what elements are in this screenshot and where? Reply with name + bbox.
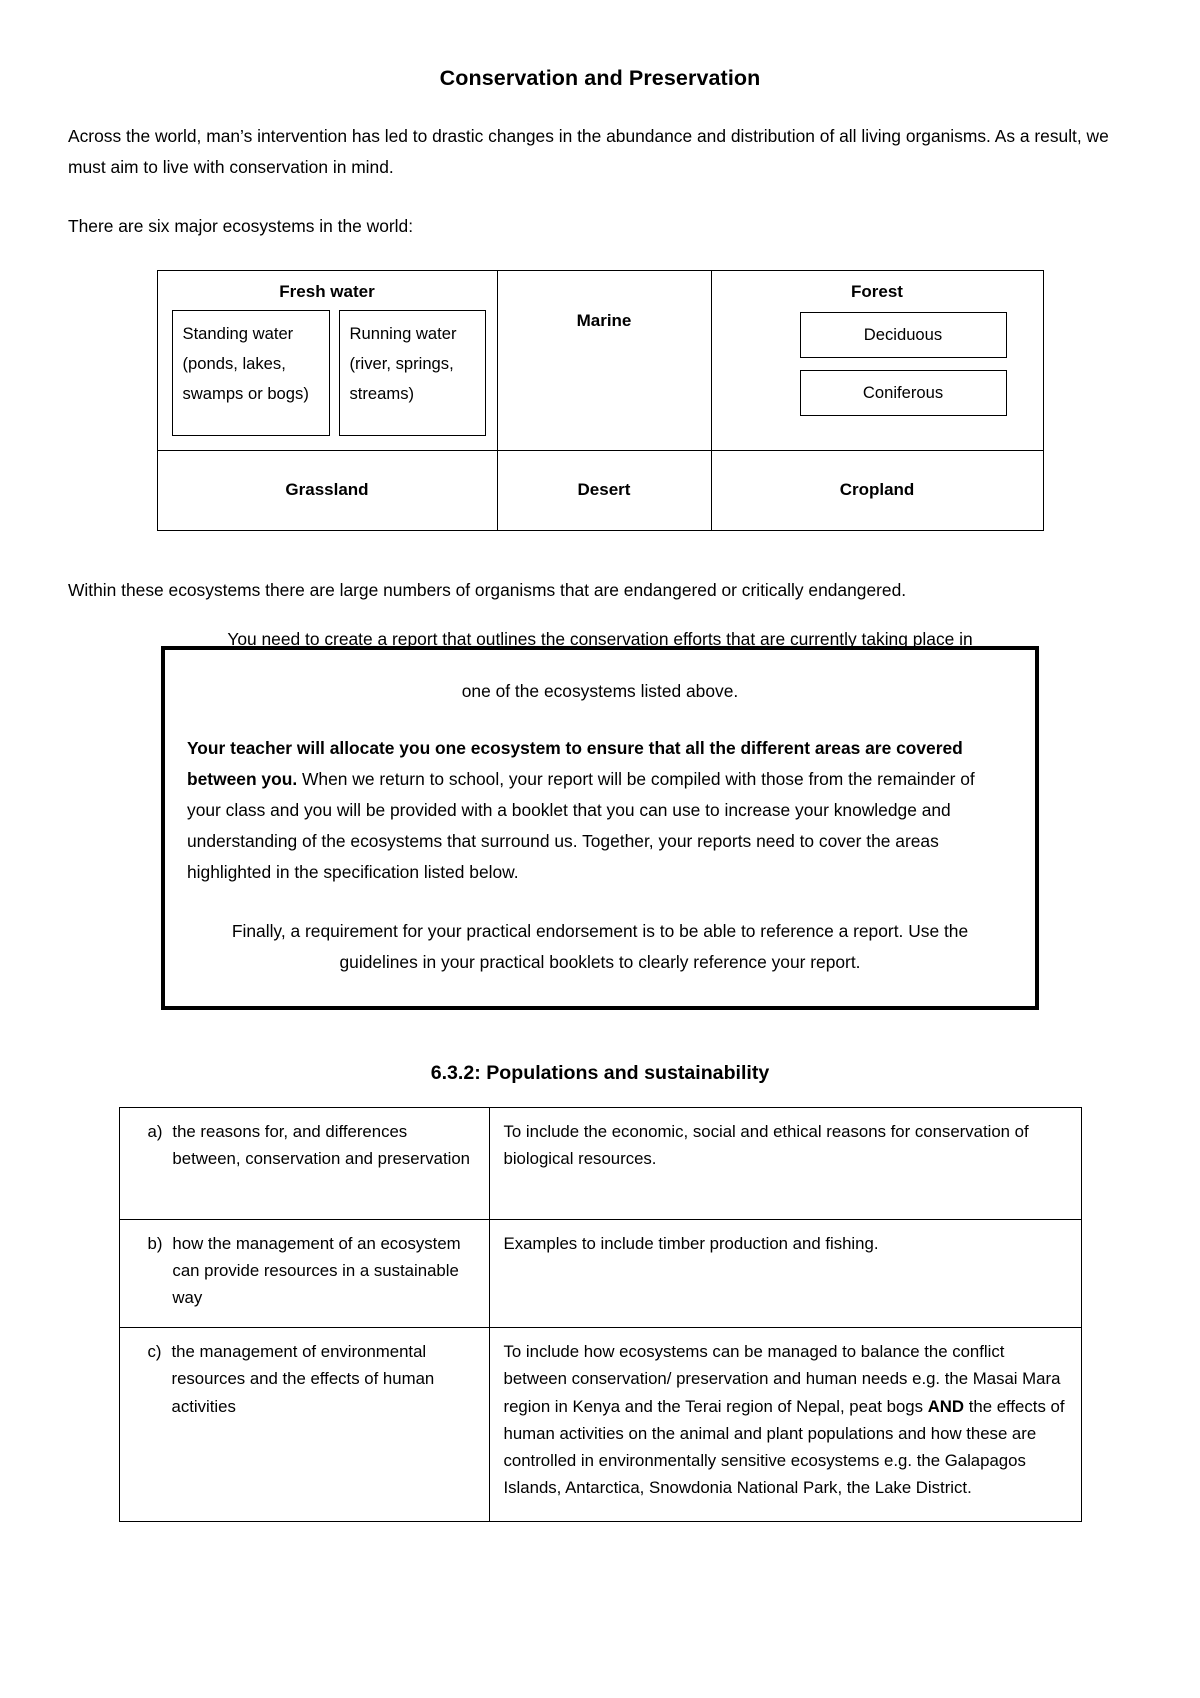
spec-marker: c) (147, 1342, 162, 1362)
table-row (119, 1107, 1081, 1219)
callout-zone (68, 628, 1132, 1010)
spec-marker: a) (147, 1121, 163, 1141)
spec-topic-cell (119, 1219, 489, 1328)
callout-teacher-paragraph (187, 733, 1013, 888)
ecosystems-lead-paragraph: There are six major ecosystems in the world: (68, 215, 414, 236)
spec-detail-cell (489, 1328, 1081, 1522)
fresh-water-subboxes (158, 302, 497, 448)
callout-finally-paragraph: Finally, a requirement for your practical endorsement is to be able to reference a report. Use the guidelines in your practical booklets to clearly reference your report. (231, 920, 969, 972)
spec-topic-text: the reasons for, and differences between, conservation and preservation (172, 1121, 471, 1168)
ecosystem-table (157, 270, 1044, 531)
spec-marker: b) (147, 1233, 163, 1253)
fresh-water-heading: Fresh water (279, 281, 375, 301)
page-title: Conservation and Preservation (439, 66, 761, 90)
ecosystem-cell-grassland: Grassland (157, 450, 497, 530)
forest-heading: Forest (851, 281, 903, 301)
spacer (68, 252, 1132, 270)
callout-teacher-bold: Your teacher will allocate you one ecosystem to ensure that all the different areas are covered between you. (187, 737, 963, 789)
ecosystem-table-row-top (157, 270, 1043, 450)
ecosystem-table-row-bottom (157, 450, 1043, 530)
deciduous-box: Deciduous (800, 312, 1007, 358)
running-water-box: Running water (river, springs, streams) (339, 310, 486, 436)
callout-clipped-lead-line: You need to create a report that outlines the conservation efforts that are currently taking place in (227, 628, 973, 649)
ecosystem-cell-forest (711, 270, 1043, 450)
table-row (119, 1328, 1081, 1522)
task-callout-box (161, 646, 1039, 1010)
table-row (119, 1219, 1081, 1328)
spec-topic-cell (119, 1328, 489, 1522)
spec-detail-cell: Examples to include timber production and fishing. (489, 1219, 1081, 1328)
endangered-paragraph: Within these ecosystems there are large numbers of organisms that are endangered or critically endangered. (68, 579, 907, 600)
spec-item (120, 1338, 479, 1420)
ecosystem-cell-marine (497, 270, 711, 450)
intro-paragraph: Across the world, man’s intervention has led to drastic changes in the abundance and distribution of all living organisms. As a result, we must aim to live with conservation in mind. (68, 126, 1109, 177)
spec-heading: 6.3.2: Populations and sustainability (430, 1061, 770, 1084)
spacer (68, 193, 1132, 211)
spec-topic-text: how the management of an ecosystem can provide resources in a sustainable way (172, 1233, 461, 1308)
ecosystem-cell-cropland: Cropland (711, 450, 1043, 530)
forest-subboxes (712, 302, 1043, 440)
spacer (68, 531, 1132, 575)
marine-heading: Marine (576, 310, 632, 330)
spec-detail-part2: the effects of human activities on the animal and plant populations and how these are controlled in environmentally sensitive ecosystems e.g. the Galapagos Islands, Antarctica, Snowdonia National Park, the Lake District. (503, 1396, 1065, 1498)
spec-detail-part1: To include how ecosystems can be managed to balance the conflict between conservation/ preservation and human needs e.g. the Masai Mara region in Kenya and the Terai region of Nepal, peat bogs (503, 1342, 1061, 1416)
spec-detail-emphasis: AND (927, 1396, 965, 1416)
spec-topic-cell (119, 1107, 489, 1219)
specification-table (119, 1107, 1082, 1523)
callout-lead-second-line: one of the ecosystems listed above. (461, 680, 739, 701)
standing-water-box: Standing water (ponds, lakes, swamps or bogs) (172, 310, 330, 436)
spec-topic-text: the management of environmental resources and the effects of human activities (171, 1342, 435, 1416)
coniferous-box: Coniferous (800, 370, 1007, 416)
callout-teacher-rest: When we return to school, your report will be compiled with those from the remainder of your class and you will be provided with a booklet that you can use to increase your knowledge and understanding of the ecosystems that surround us. Together, your reports need to cover the areas highlighted in the specification listed below. (187, 768, 975, 882)
ecosystem-cell-fresh-water (157, 270, 497, 450)
ecosystem-cell-desert: Desert (497, 450, 711, 530)
spec-item (120, 1118, 479, 1172)
spec-detail-cell: To include the economic, social and ethical reasons for conservation of biological resources. (489, 1107, 1081, 1219)
spec-item (120, 1230, 479, 1312)
